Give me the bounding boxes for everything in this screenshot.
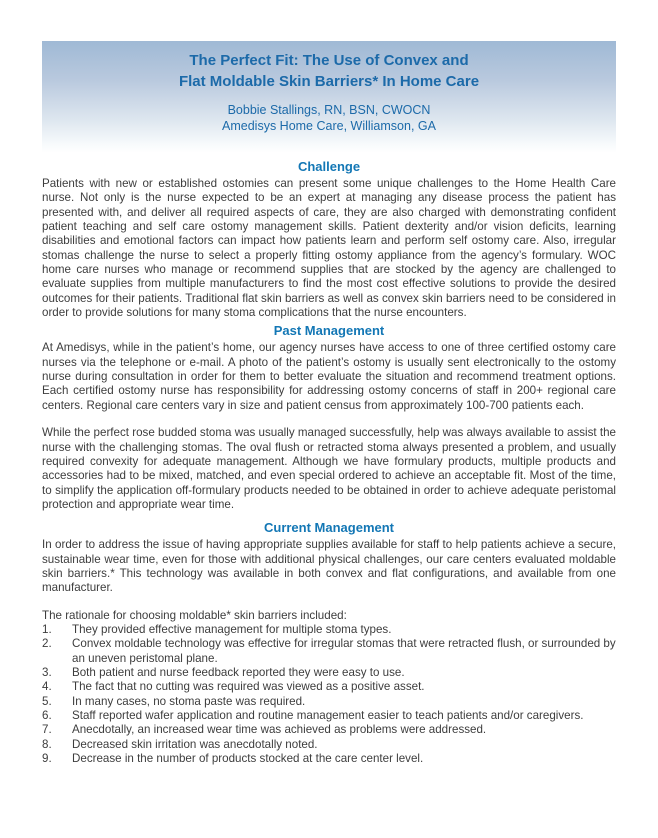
poster-title xyxy=(42,50,616,92)
list-item-text: They provided effective management for multiple stoma types. xyxy=(72,622,392,636)
rationale-list xyxy=(42,623,616,766)
list-item xyxy=(42,752,616,766)
author-name: Bobbie Stallings, RN, BSN, CWOCN xyxy=(227,103,431,117)
section-heading-challenge: Challenge xyxy=(297,159,361,174)
list-item-number: 9. xyxy=(42,752,52,766)
list-item-number: 5. xyxy=(42,694,52,708)
list-item xyxy=(42,666,616,680)
poster-title-line2: Flat Moldable Skin Barriers* In Home Care xyxy=(178,73,480,90)
list-item-number: 6. xyxy=(42,709,52,722)
list-item-text: Decreased skin irritation was anecdotally noted. xyxy=(72,737,318,751)
list-item-text: Decrease in the number of products stocked at the care center level. xyxy=(72,752,424,766)
section-heading-current-management: Current Management xyxy=(263,520,395,536)
author-block xyxy=(42,103,616,134)
list-item xyxy=(42,695,616,709)
list-item-number: 8. xyxy=(42,737,52,751)
list-item-text: Both patient and nurse feedback reported they were easy to use. xyxy=(72,665,405,679)
list-item-number: 1. xyxy=(42,622,52,636)
list-item xyxy=(42,723,616,737)
list-item-text: Anecdotally, an increased wear time was achieved as problems were addressed. xyxy=(72,723,487,737)
past-management-paragraph-2: While the perfect rose budded stoma was usually managed successfully, help was always available to assist the nurse with the challenging stomas. The oval flush or retracted stoma always presented a problem, and usually required convexity for adequate management. Although we have formulary products, multiple products and accessories had to be mixed, matched, and even special ordered to achieve an acceptable fit. Most of the time, to simplify the application off-formulary products needed to be obtained in order to achieve adequate peristomal protection and appropriate wear time. xyxy=(42,426,616,511)
past-management-paragraph-1: At Amedisys, while in the patient’s home, our agency nurses have access to one of three certified ostomy care nurses via the telephone or e-mail. A photo of the patient’s ostomy is usually sent electronically to the ostomy nurse during consultation in order for them to better evaluate the situation and recommend treatment options. Each certified ostomy nurse has responsibility for addressing ostomy concerns of staff in 200+ regional care centers. Regional care centers vary in size and patient census from approximately 100-700 patients each. xyxy=(42,341,616,412)
list-item xyxy=(42,738,616,752)
list-item-text: Staff reported wafer application and routine management easier to teach patients and/or caregivers. xyxy=(72,709,584,722)
list-item-number: 3. xyxy=(42,665,52,679)
list-item xyxy=(42,637,616,666)
list-item-number: 4. xyxy=(42,680,52,694)
rationale-intro: The rationale for choosing moldable* skin barriers included: xyxy=(42,608,347,622)
list-item-text: The fact that no cutting was required was viewed as a positive asset. xyxy=(72,680,425,694)
author-affiliation: Amedisys Home Care, Williamson, GA xyxy=(222,118,436,133)
current-management-paragraph: In order to address the issue of having appropriate supplies available for staff to help patients achieve a secure, sustainable wear time, even for those with additional physical challenges, our care centers evaluated moldable skin barriers.* This technology was available in both convex and flat configurations, and available from one manufacturer. xyxy=(42,538,616,595)
challenge-paragraph: Patients with new or established ostomies can present some unique challenges to the Home Health Care nurse. Not only is the nurse expected to be an expert at managing any disease process the patient has presented with, and deliver all required aspects of care, they are also charged with demonstrating confident patient teaching and self care ostomy management skills. Patient dexterity and/or vision deficits, learning disabilities and emotional factors can impact how patients learn and perform self ostomy care. Also, irregular stomas challenge the nurse to select a properly fitting ostomy appliance from the agency’s formulary. WOC home care nurses who manage or recommend supplies that are stocked by the agency are challenged to evaluate supplies from multiple manufacturers to find the most cost effective solutions to provide the desired outcomes for their patients. Traditional flat skin barriers as well as convex skin barriers need to be considered in order to provide solutions for many stoma complications that the nurse encounters. xyxy=(42,177,616,320)
list-item-number: 2. xyxy=(42,637,52,651)
list-item xyxy=(42,680,616,694)
list-item xyxy=(42,623,616,637)
list-item xyxy=(42,709,616,723)
poster-title-line1: The Perfect Fit: The Use of Convex and xyxy=(189,52,469,69)
header-banner xyxy=(42,41,616,153)
list-item-text: Convex moldable technology was effective for irregular stomas that were retracted flush, or surrounded by an uneven peristomal plane. xyxy=(72,637,616,665)
list-item-text: In many cases, no stoma paste was required. xyxy=(72,694,306,708)
list-item-number: 7. xyxy=(42,723,52,737)
section-heading-past-management: Past Management xyxy=(273,323,385,339)
